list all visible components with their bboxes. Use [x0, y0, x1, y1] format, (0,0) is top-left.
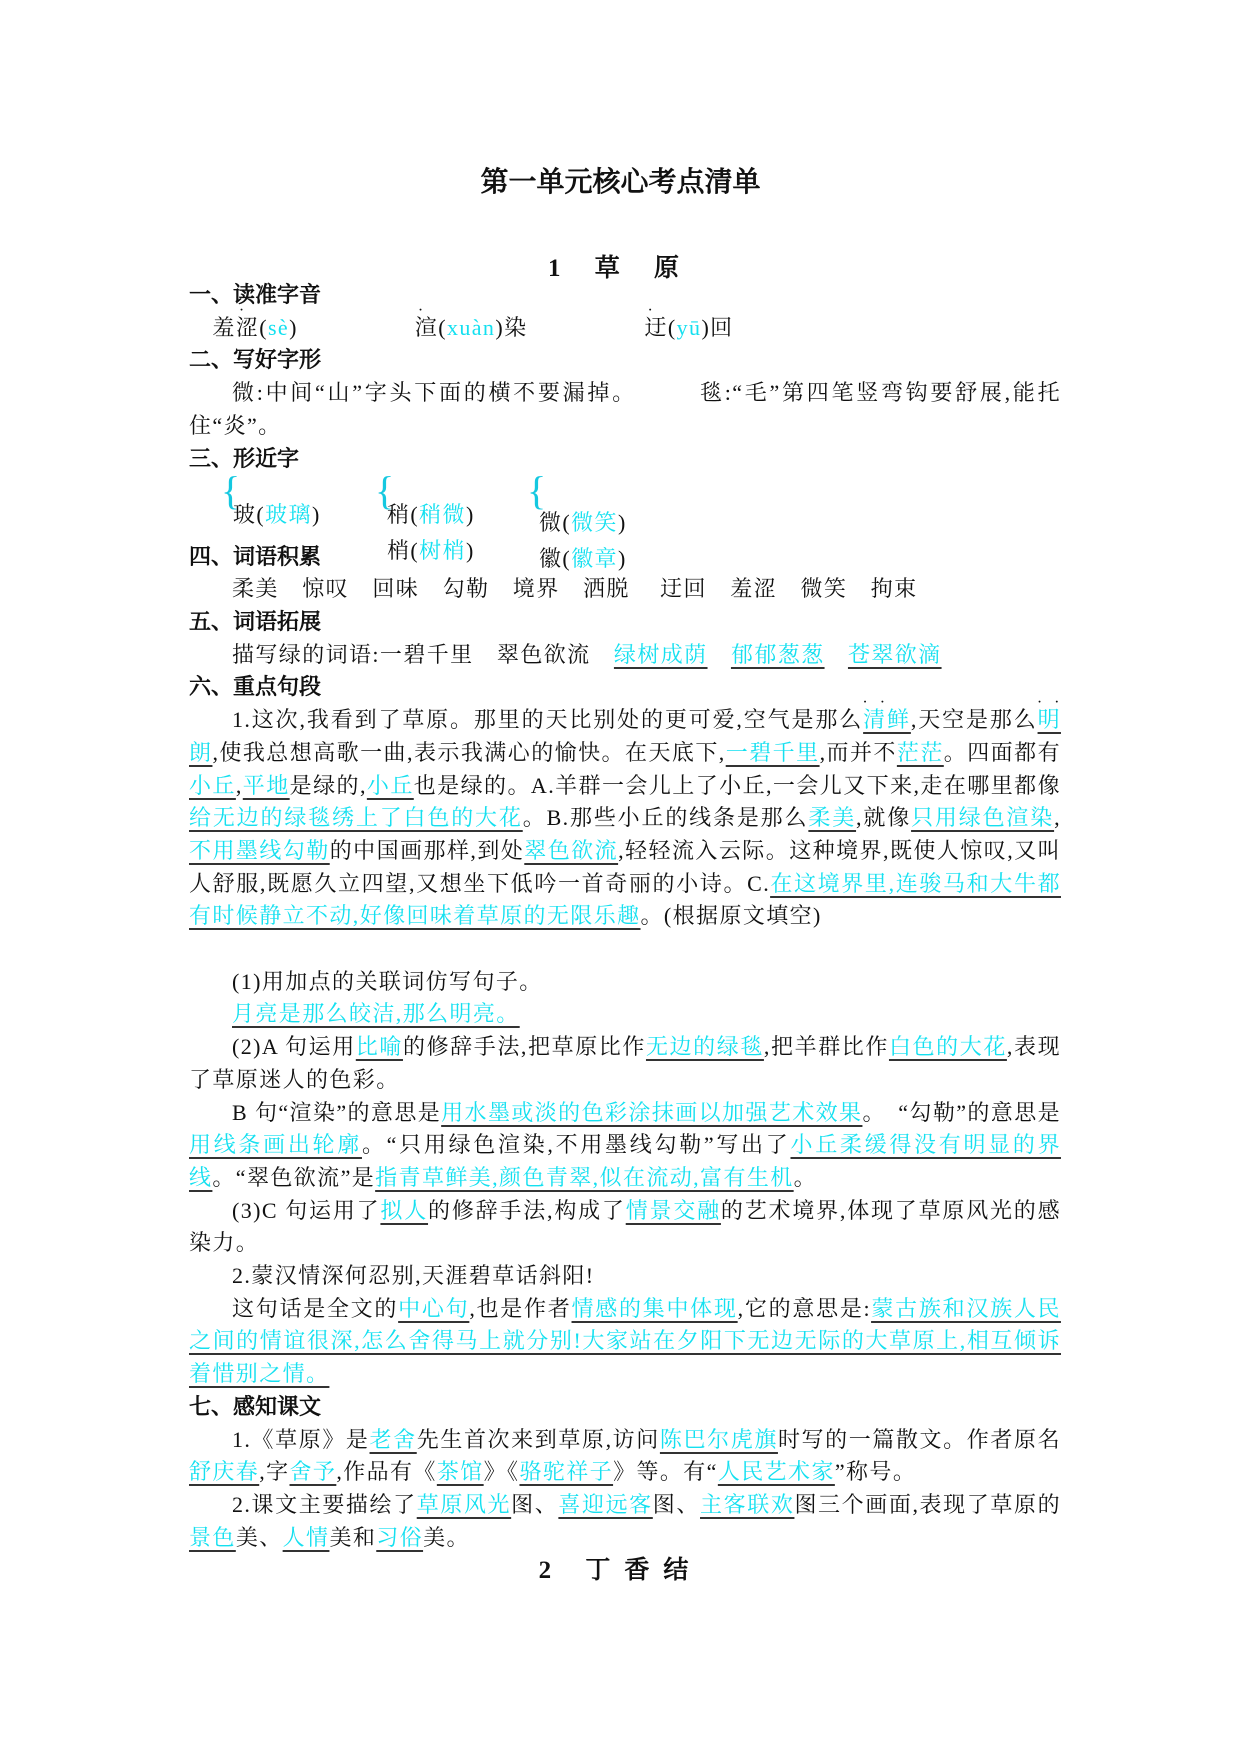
- answer-text: 苍翠欲滴: [847, 641, 942, 667]
- text: 美和: [329, 1524, 377, 1550]
- page-title: 第一单元核心考点清单: [480, 166, 761, 197]
- answer-text: 景色: [189, 1524, 236, 1550]
- paragraph: [189, 966, 1061, 999]
- text: ,: [235, 772, 243, 798]
- text: (: [259, 314, 268, 340]
- text: (: [667, 314, 677, 340]
- paragraph: [189, 998, 1061, 1031]
- text: 的艺术境界,体现了草原风光的感染力。: [189, 1197, 1061, 1256]
- text: ,天空是: [910, 707, 990, 733]
- answer-text: 人民艺术家: [717, 1459, 835, 1485]
- answer-text: 只用绿色渲染: [911, 805, 1055, 831]
- text: ,而并不: [819, 739, 897, 765]
- section-heading: [189, 443, 1061, 476]
- paragraph: [189, 704, 1061, 933]
- text: ,把羊群比作: [763, 1034, 889, 1060]
- answer-text: 在这境界里,连骏马和大牛都有时候静立不动,好像回味着草原的无限乐趣: [189, 870, 1061, 929]
- text: ,也是作者: [469, 1295, 572, 1321]
- text: [825, 642, 848, 667]
- text: (1)用加点的关联词仿写句子。: [232, 968, 543, 994]
- text: 。 “勾勒”的意思是: [862, 1099, 1062, 1125]
- similar-char-item: 稍(稍微): [387, 502, 475, 528]
- answer-text: 情感的集中体现: [571, 1295, 738, 1321]
- text: 。(根据原文填空): [640, 903, 822, 929]
- text: (: [438, 314, 447, 340]
- text: 1.《草原》是: [232, 1426, 370, 1452]
- emphasized-text: 迂: [644, 314, 668, 340]
- answer-text: 用线条画出轮廓: [189, 1132, 362, 1158]
- text: 的中国画那样,到处: [329, 837, 525, 863]
- document-body: [189, 279, 1061, 1554]
- character: 微: [539, 510, 563, 536]
- answer-text: 老舍: [369, 1426, 417, 1452]
- lesson-2-title: 2 丁香结: [538, 1557, 703, 1584]
- text: 微:中间“山”字头下面的横不要漏掉。 毯:“毛”第四笔竖弯钩要舒展,能托住“炎”。: [189, 380, 1061, 438]
- brace-icon: {: [221, 468, 242, 514]
- emphasized-text: · · 那么: [815, 707, 863, 732]
- text: B 句“渲染”的意思是: [232, 1099, 442, 1125]
- paragraph: [189, 1031, 1061, 1096]
- answer-text: 指青草鲜美,颜色青翠,似在流动,富有生机: [375, 1164, 794, 1190]
- similar-char-item: 微(微笑): [539, 510, 627, 536]
- answer-text: 舍予: [289, 1459, 337, 1485]
- text: ,轻轻流入云际。这种境界,既使人惊叹,又叫人舒服,既愿久立四望,又想坐下低吟一首奇丽的小诗。C.: [189, 837, 1062, 896]
- text: 的修辞手法,把草原比作: [402, 1034, 646, 1060]
- answer-word: 徽章: [571, 546, 618, 572]
- text: 柔美 惊叹 回味 勾勒 境界 洒脱 迂回 羞涩 微笑 拘束: [232, 576, 918, 602]
- answer-word: 稍微: [419, 502, 466, 528]
- answer-text: 绿树成荫: [613, 641, 708, 667]
- text: )染: [495, 314, 645, 340]
- text: (2)A 句运用: [232, 1034, 356, 1060]
- answer-text: 柔美: [808, 805, 857, 831]
- answer-text: sè: [267, 314, 290, 340]
- paragraph: [189, 573, 1061, 606]
- character: 玻: [233, 502, 257, 528]
- text: [708, 642, 731, 667]
- text: 2.课文主要描绘了: [232, 1491, 417, 1517]
- answer-text: 中心句: [398, 1295, 470, 1321]
- character: 徽: [539, 546, 563, 572]
- section-heading: [189, 344, 1061, 377]
- text: 四、词语积累: [189, 543, 322, 569]
- text: (3)C 句运用了: [232, 1197, 381, 1223]
- text: ”称号。: [834, 1459, 917, 1485]
- paragraph: [189, 1424, 1061, 1489]
- answer-text: 郁郁葱葱: [730, 641, 825, 667]
- text: 羞: [212, 314, 236, 340]
- text: 1.这次,我看到了草原。那里的天比别处的更可爱,空气是: [232, 707, 816, 733]
- text: 五、词语拓展: [189, 609, 322, 635]
- text: 》等。有“: [613, 1459, 718, 1485]
- answer-text: 给无边的绿毯绣上了白色的大花: [189, 805, 523, 831]
- answer-text: 主客联欢: [700, 1491, 795, 1517]
- paragraph: [189, 1293, 1061, 1391]
- answer-text: 习俗: [376, 1524, 424, 1550]
- text: 美、: [235, 1524, 283, 1550]
- answer-text: 人情: [282, 1524, 330, 1550]
- text: ,作品有《: [336, 1459, 437, 1485]
- text: 》《: [483, 1459, 520, 1485]
- answer-text: 拟人: [380, 1197, 429, 1223]
- text: )回: [701, 314, 734, 340]
- brace-icon: {: [375, 468, 396, 514]
- answer-text: 小丘: [366, 772, 414, 798]
- answer-text: 平地: [242, 772, 290, 798]
- answer-word: 树梢: [419, 538, 466, 564]
- emphasized-text: 渲: [414, 314, 439, 340]
- brace-icon: {: [527, 468, 548, 514]
- emphasized-text: · · 那么: [990, 707, 1038, 732]
- similar-char-item: 玻(玻璃): [233, 502, 321, 528]
- answer-text: 情景交融: [625, 1197, 721, 1223]
- text: 。: [793, 1164, 818, 1190]
- answer-text: 蒙古族和汉族人民之间的情谊很深,怎么舍得马上就分别!大家站在夕阳下无边无际的大草原上,相互倾诉着惜别之情。: [189, 1295, 1061, 1387]
- text: ): [289, 314, 415, 340]
- text: 图、: [652, 1491, 701, 1517]
- text: ,它的意思是:: [737, 1295, 872, 1321]
- text: 。“翠色欲流”是: [212, 1164, 376, 1190]
- section-heading: [189, 1391, 1061, 1424]
- text: 先生首次来到草原,访问: [416, 1426, 660, 1452]
- text: 。四面都有: [943, 739, 1061, 765]
- answer-text: 茫茫: [896, 739, 944, 765]
- answer-text: 小丘柔缓得没有明显的界线: [189, 1132, 1061, 1190]
- answer-text: 舒庆春: [189, 1459, 260, 1485]
- paragraph: [189, 1195, 1061, 1260]
- text: 二、写好字形: [189, 347, 322, 373]
- answer-text: xuàn: [446, 314, 496, 340]
- similar-char-item: 徽(徽章): [539, 546, 627, 572]
- answer-text: 清鲜: [863, 707, 911, 733]
- blank-line: [189, 933, 1061, 966]
- answer-text: 明朗: [189, 707, 1061, 765]
- text: 。“只用绿色渲染,不用墨线勾勒”写出了: [361, 1132, 791, 1158]
- text: ,表现了草原迷人的色彩。: [189, 1034, 1062, 1092]
- section-heading: [189, 671, 1061, 704]
- section-heading: [189, 606, 1061, 639]
- answer-word: 微笑: [571, 510, 618, 536]
- paragraph: [189, 1260, 1061, 1293]
- answer-text: 比喻: [355, 1034, 403, 1060]
- text: 描写绿的词语:一碧千里 翠色欲流: [232, 641, 614, 667]
- similar-char-item: 梢(树梢): [387, 538, 475, 564]
- answer-text: 小丘: [189, 772, 236, 798]
- answer-text: 月亮是那么皎洁,那么明亮。: [232, 1001, 520, 1027]
- paragraph: [189, 1097, 1061, 1195]
- answer-text: 陈巴尔虎旗: [659, 1426, 778, 1452]
- text: 三、形近字: [189, 445, 300, 471]
- text: 的修辞手法,构成了: [428, 1197, 626, 1223]
- text: 是绿的,: [289, 772, 367, 798]
- answer-text: 用水墨或淡的色彩涂抹画以加强艺术效果: [441, 1099, 863, 1125]
- answer-text: 不用墨线勾勒: [189, 837, 330, 863]
- answer-text: 白色的大花: [888, 1034, 1007, 1060]
- answer-text: 茶馆: [436, 1459, 484, 1485]
- answer-word: 玻璃: [265, 502, 312, 528]
- text: 这句话是全文的: [232, 1295, 399, 1321]
- section-heading: [189, 279, 1061, 312]
- text: 。B.那些小丘的线条是那么: [522, 805, 809, 831]
- text: 六、重点句段: [189, 674, 322, 700]
- text: 一、读准字音: [189, 282, 322, 307]
- lesson-1-title: 1 草 原: [547, 255, 693, 282]
- emphasized-text: 涩: [235, 314, 260, 340]
- text: ,使我总想高歌一曲,表示我满心的愉快。在天底下,: [212, 739, 726, 765]
- text: 图、: [511, 1491, 559, 1517]
- text: ,就像: [856, 805, 912, 831]
- text: 七、感知课文: [189, 1393, 322, 1419]
- answer-text: 骆驼祥子: [519, 1459, 614, 1485]
- answer-text: 喜迎远客: [558, 1491, 653, 1517]
- answer-text: 草原风光: [416, 1491, 512, 1517]
- character: 稍: [387, 502, 411, 528]
- paragraph: [189, 312, 1061, 345]
- paragraph: [189, 377, 1061, 442]
- paragraph: [189, 1489, 1061, 1554]
- paragraph: [189, 639, 1061, 672]
- answer-text: yū: [676, 314, 702, 340]
- text: 图三个画面,表现了草原的: [794, 1491, 1061, 1517]
- text: 也是绿的。A.羊群一会儿上了小丘,一会儿又下来,走在哪里都像: [413, 772, 1061, 798]
- answer-text: 翠色欲流: [524, 837, 619, 863]
- text: ,: [1054, 805, 1061, 831]
- answer-text: 无边的绿毯: [645, 1034, 764, 1060]
- text: 2.蒙汉情深何忍别,天涯碧草话斜阳!: [232, 1263, 595, 1289]
- text: 美。: [423, 1524, 470, 1550]
- text: [189, 315, 212, 340]
- character: 梢: [387, 538, 411, 564]
- text: ,字: [259, 1459, 290, 1485]
- answer-text: 一碧千里: [725, 739, 820, 765]
- text: 时写的一篇散文。作者原名: [777, 1426, 1061, 1452]
